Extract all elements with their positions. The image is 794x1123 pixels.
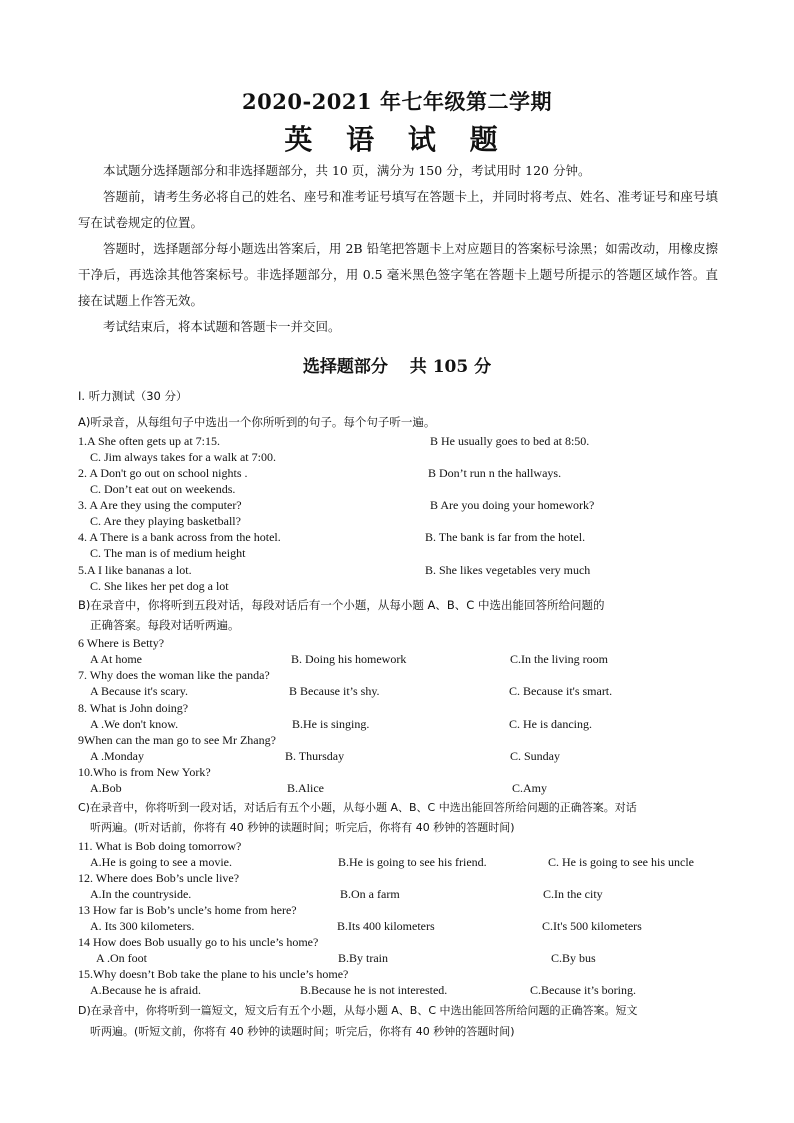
option-b: B Don’t run n the hallways. xyxy=(428,466,562,480)
part-d-instruction: D)在录音中，你将听到一篇短文，短文后有五个小题，从每小题 A、B、C 中选出能回答所给问题的正确答案。短文 xyxy=(78,1004,638,1017)
question-stem: 6 Where is Betty? xyxy=(78,636,165,650)
option-a: 5.A I like bananas a lot. xyxy=(78,563,192,577)
option-b: B. Thursday xyxy=(285,749,345,763)
option-a: A.Bob xyxy=(90,781,122,795)
option-a: A At home xyxy=(90,652,143,666)
question-stem: 8. What is John doing? xyxy=(78,701,189,715)
option-b: B Are you doing your homework? xyxy=(430,498,595,512)
option-c: C. Sunday xyxy=(510,749,561,763)
option-a: 4. A There is a bank across from the hotel. xyxy=(78,530,281,544)
question-row xyxy=(78,497,723,513)
option-b: B. Doing his homework xyxy=(291,652,407,666)
option-c: C. The man is of medium height xyxy=(90,546,246,560)
question-row xyxy=(78,651,723,667)
option-c: C. Jim always takes for a walk at 7:00. xyxy=(90,450,276,464)
question-row xyxy=(78,780,723,796)
question-stem: 11. What is Bob doing tomorrow? xyxy=(78,839,242,853)
option-c: C. Are they playing basketball? xyxy=(90,514,241,528)
option-a: A.In the countryside. xyxy=(90,887,192,901)
option-c: C.By bus xyxy=(551,951,596,965)
option-b: B.On a farm xyxy=(340,887,400,901)
question-stem: 7. Why does the woman like the panda? xyxy=(78,668,270,682)
part-c-instruction: C)在录音中，你将听到一段对话，对话后有五个小题，从每小题 A、B、C 中选出能回答所给问题的正确答案。对话 xyxy=(78,801,637,814)
instruction-paragraph: 答题时，选择题部分每小题选出答案后，用 2B 铅笔把答题卡上对应题目的答案标号涂黑；如需改动，用橡皮擦干净后，再选涂其他答案标号。非选择题部分，用 0.5 毫米黑色签字笔在答题卡上题号所提示的答题区域作答。直接在试题上作答无效。 xyxy=(78,241,718,308)
option-b: B. The bank is far from the hotel. xyxy=(425,530,586,544)
option-c: C. Because it's smart. xyxy=(509,684,613,698)
question-stem: 15.Why doesn’t Bob take the plane to his uncle’s home? xyxy=(78,967,349,981)
option-b: B.Because he is not interested. xyxy=(300,983,448,997)
section-part-label: 选择题部分 xyxy=(302,357,388,377)
option-a: 1.A She often gets up at 7:15. xyxy=(78,434,220,448)
part-a-instruction: A)听录音，从每组句子中选出一个你所听到的句子。每个句子听一遍。 xyxy=(78,415,436,429)
option-c: C.In the living room xyxy=(510,652,608,666)
option-b: B He usually goes to bed at 8:50. xyxy=(430,434,590,448)
option-b: B Because it’s shy. xyxy=(289,684,380,698)
option-a: A .We don't know. xyxy=(90,717,179,731)
option-b: B.Alice xyxy=(287,781,324,795)
option-b: B.Its 400 kilometers xyxy=(337,919,435,933)
option-a: A.Because he is afraid. xyxy=(90,983,201,997)
question-stem: 9When can the man go to see Mr Zhang? xyxy=(78,733,276,747)
exam-subject-title: 英 语 试 题 xyxy=(284,123,510,156)
question-stem: 12. Where does Bob’s uncle live? xyxy=(78,871,240,885)
option-a: A .Monday xyxy=(90,749,144,763)
option-b: B.He is going to see his friend. xyxy=(338,855,487,869)
exam-year-title: 2020-2021 年七年级第二学期 xyxy=(242,89,552,114)
option-c: C.Amy xyxy=(512,781,548,795)
option-a: A .On foot xyxy=(96,951,147,965)
option-b: B.By train xyxy=(338,951,388,965)
question-row xyxy=(78,562,723,578)
option-c: C. She likes her pet dog a lot xyxy=(90,579,229,593)
option-c: C.Because it’s boring. xyxy=(530,983,636,997)
section-title xyxy=(0,352,794,377)
instruction-paragraph: 考试结束后，将本试题和答题卡一并交回。 xyxy=(103,319,341,334)
section-score-label: 共 105 分 xyxy=(409,357,492,377)
question-row xyxy=(78,465,723,481)
instruction-paragraph: 本试题分选择题部分和非选择题部分，共 10 页，满分为 150 分，考试用时 120 分钟。 xyxy=(103,163,591,178)
part-c-instruction-cont: 听两遍。(听对话前，你将有 40 秒钟的读题时间；听完后，你将有 40 秒钟的答题时间) xyxy=(90,821,515,834)
question-stem: 10.Who is from New York? xyxy=(78,765,211,779)
option-c: C.It's 500 kilometers xyxy=(542,919,642,933)
exam-instructions xyxy=(78,158,718,340)
option-c: C. Don’t eat out on weekends. xyxy=(90,482,236,496)
question-row xyxy=(78,918,723,934)
option-a: A.He is going to see a movie. xyxy=(90,855,232,869)
question-row xyxy=(78,683,723,699)
question-row xyxy=(78,950,723,966)
part-d-instruction-cont: 听两遍。(听短文前，你将有 40 秒钟的读题时间；听完后，你将有 40 秒钟的答题时间) xyxy=(90,1025,515,1038)
question-stem: 14 How does Bob usually go to his uncle’s home? xyxy=(78,935,319,949)
question-row xyxy=(78,854,723,870)
option-b: B. She likes vegetables very much xyxy=(425,563,591,577)
option-a: A Because it's scary. xyxy=(90,684,189,698)
option-a: 3. A Are they using the computer? xyxy=(78,498,242,512)
option-b: B.He is singing. xyxy=(292,717,370,731)
part-b-instruction: B)在录音中，你将听到五段对话，每段对话后有一个小题，从每小题 A、B、C 中选出能回答所给问题的 xyxy=(78,598,605,612)
option-c: C. He is dancing. xyxy=(509,717,592,731)
part-b-instruction-cont: 正确答案。每段对话听两遍。 xyxy=(90,618,240,632)
question-row xyxy=(78,716,723,732)
option-a: A. Its 300 kilometers. xyxy=(90,919,195,933)
question-row xyxy=(78,748,723,764)
question-row xyxy=(78,433,723,449)
question-stem: 13 How far is Bob’s uncle’s home from here? xyxy=(78,903,297,917)
option-c: C.In the city xyxy=(543,887,603,901)
question-row xyxy=(78,982,723,998)
instruction-paragraph: 答题前，请考生务必将自己的姓名、座号和准考证号填写在答题卡上，并同时将考点、姓名、准考证号和座号填写在试卷规定的位置。 xyxy=(78,189,718,230)
option-c: C. He is going to see his uncle xyxy=(548,855,694,869)
question-row xyxy=(78,529,723,545)
question-row xyxy=(78,886,723,902)
listening-title: I. 听力测试（30 分） xyxy=(78,389,188,403)
option-a: 2. A Don't go out on school nights . xyxy=(78,466,248,480)
